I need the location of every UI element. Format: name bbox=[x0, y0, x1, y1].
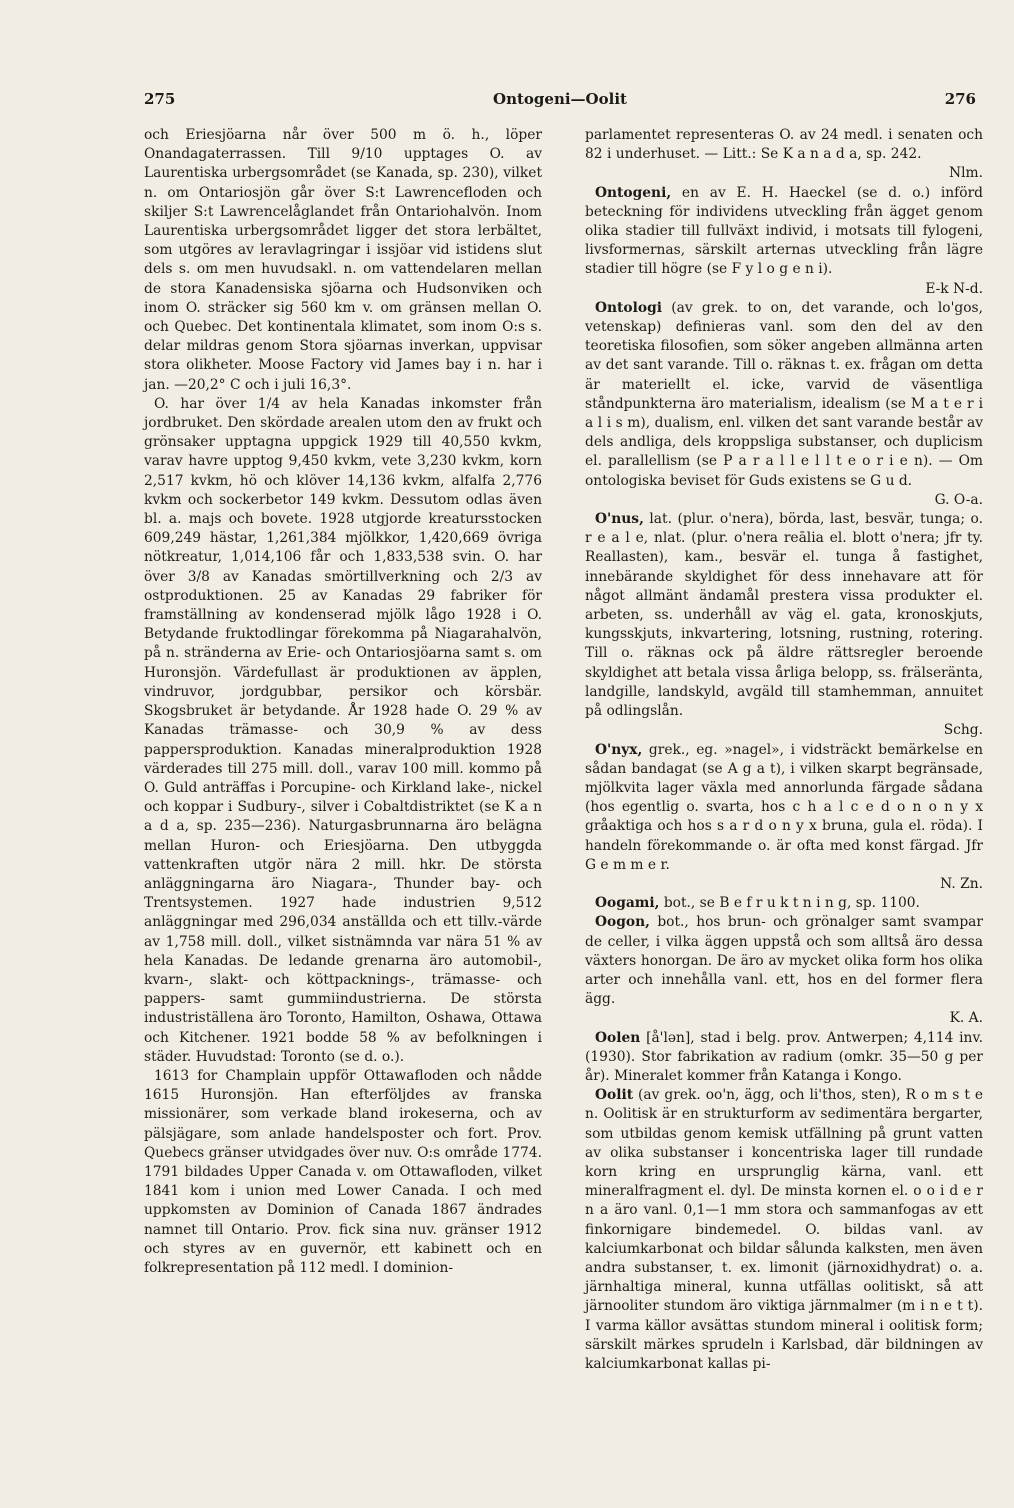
entry-headword: O'nus, bbox=[595, 511, 644, 528]
entry-text: bot., hos brun- och grönalger samt svampar de celler, i vilka äggen uppstå och som alltså äro dessa växters honorgan. De äro av mycket olika form hos olika arter och innehålla vanl. ett, hos en del former flera ägg. bbox=[585, 914, 983, 1008]
entry bbox=[585, 299, 983, 510]
entry-signature: E-k N-d. bbox=[925, 280, 983, 297]
page-number-right: 276 bbox=[944, 90, 976, 108]
entry-signature: G. O-a. bbox=[934, 491, 983, 508]
entry-text: en av E. H. Haeckel (se d. o.) införd beteckning för individens utveckling från ägget genom olika stadier till fullväxt individ, i motsats till fylogeni, livsformernas, särskilt arternas utveckling från lägre stadier till högre (se F y l o g e n i). bbox=[585, 184, 983, 278]
entry-text: parlamentet representeras O. av 24 medl. i senaten och 82 i underhuset. — Litt.: Se K a n a d a, sp. 242. bbox=[585, 127, 983, 163]
paragraph: 1613 for Champlain uppför Ottawafloden och nådde 1615 Huronsjön. Han efterföljdes av franska missionärer, som verkade bland irokeserna, och av pälsjägare, som anlade handelsposter och fort. Prov. Quebecs gränser utvidgades över nuv. O:s område 1774. 1791 bildades Upper Canada v. om Ottawafloden, vilket 1841 kom i union med Lower Canada. I och med uppkomsten av Dominion of Canada 1867 ändrades namnet till Ontario. Prov. fick sina nuv. gränser 1912 och styres av en guvernör, ett kabinett och en folkrepresentation på 112 medl. I dominion- bbox=[144, 1067, 542, 1276]
page-header bbox=[144, 90, 976, 116]
entry bbox=[585, 913, 983, 1028]
entry bbox=[585, 1029, 983, 1087]
running-title: Ontogeni—Oolit bbox=[493, 90, 627, 108]
entry-text: grek., eg. »nagel», i vidsträckt bemärkelse en sådan bandagat (se A g a t), i vilken skarpt begränsade, mjölkvita lager växla med annorlunda färgade sådana (hos egentlig o. svarta, hos c h a l c e d o n o n y x gråaktiga och hos s a r d o n y x bruna, gula el. röda). I handeln förekommande o. är ofta med konst färgad. Jfr G e m m e r. bbox=[585, 741, 983, 873]
entry bbox=[585, 1086, 983, 1374]
entry-text: bot., se B e f r u k t n i n g, sp. 1100. bbox=[663, 895, 920, 912]
entry bbox=[585, 894, 983, 913]
paragraph: O. har över 1/4 av hela Kanadas inkomster från jordbruket. Den skördade arealen utom den av frukt och grönsaker upptagna uppgick 1929 till 40,550 kvkm, varav havre upptog 9,450 kvkm, vete 3,230 kvkm, korn 2,517 kvkm, hö och klöver 14,136 kvkm, alfalfa 2,776 kvkm och sockerbetor 149 kvkm. Dessutom odlas även bl. a. majs och bovete. 1928 utgjorde kreatursstocken 609,249 hästar, 1,261,384 mjölkkor, 1,420,669 övriga nötkreatur, 1,014,106 får och 1,833,538 svin. O. har över 3/8 av Kanadas smörtillverkning och 2/3 av ostproduktionen. 25 av Kanadas 29 fabriker för framställning av kondenserad mjölk lågo 1928 i O. Betydande fruktodlingar förekomma på Niagarahalvön, på n. stränderna av Erie- och Ontariosjöarna samt s. om Huronsjön. Värdefullast är produktionen av äpplen, vindruvor, jordgubbar, persikor och körsbär. Skogsbruket är betydande. År 1928 hade O. 29 % av Kanadas trämasse- och 30,9 % av dess pappersproduktion. Kanadas mineralproduktion 1928 värderades till 275 mill. doll., varav 100 mill. kommo på O. Guld anträffas i Porcupine- och Kirkland lake-, nickel och koppar i Sudbury-, silver i Cobaltdistriktet (se K a n a d a, sp. 235—236). Naturgasbrunnarna äro belägna mellan Huron- och Eriesjöarna. Den utbyggda vattenkraften utgör nära 2 mill. hkr. De största anläggningarna äro Niagara-, Thunder bay- och Trentsystemen. 1927 hade industrien 9,512 anläggningar med 296,034 anställda och ett tillv.-värde av 1,758 mill. doll., vilket sistnämnda var nära 51 % av hela Kanadas. De ledande grenarna äro automobil-, kvarn-, slakt- och köttpacknings-, trämasse- och pappers- samt gummiindustrierna. De största industriställena äro Toronto, Hamilton, Oshawa, Ottawa och Kitchener. 1921 bodde 58 % av befolkningen i städer. Huvudstad: Toronto (se d. o.). bbox=[144, 395, 542, 1065]
entry bbox=[585, 741, 983, 895]
right-column bbox=[585, 126, 983, 1374]
entry-text: (av grek. oo'n, ägg, och li'thos, sten), R o m s t e n. Oolitisk är en strukturform av sedimentära bergarter, som utbildas genom kemisk utfällning på grunt vatten av olika substanser i koncentriska lager till rundade korn kring en ursprunglig kärna, vanl. ett mineralfragment el. dyl. De minsta kornen el. o o i d e r n a äro vanl. 0,1—1 mm stora och sammanfogas av ett finkornigare bindemedel. O. bildas vanl. av kalciumkarbonat och bildar sålunda kalksten, men även andra substanser, t. ex. limonit (järnoxidhydrat) o. a. järnhaltiga mineral, kunna utfällas oolitiskt, så att järnooliter stundom äro viktiga järnmalmer (m i n e t t). I varma källor avsättas stundom mineral i oolitisk form; särskilt märkes sprudeln i Karlsbad, där bildningen av kalciumkarbonat kallas pi- bbox=[585, 1087, 983, 1372]
entry bbox=[585, 184, 983, 299]
entry-headword: Oolit bbox=[595, 1087, 634, 1104]
entry-headword: O'nyx, bbox=[595, 741, 643, 758]
entry-headword: Ontologi bbox=[595, 299, 662, 316]
left-column bbox=[144, 126, 542, 1278]
entry-headword: Ontogeni, bbox=[595, 184, 672, 201]
entry-signature: Nlm. bbox=[949, 165, 983, 182]
entry-signature: K. A. bbox=[949, 1010, 983, 1027]
entry-headword: Oogon, bbox=[595, 914, 650, 931]
paragraph: och Eriesjöarna når över 500 m ö. h., löper Onandagaterrassen. Till 9/10 upptages O. av Laurentiska urbergsområdet (se Kanada, sp. 230), vilket n. om Ontariosjön går över S:t Lawrencefloden och skiljer S:t Lawrencelåglandet från Ontariohalvön. Inom Laurentiska urbergsområdet ligger det stora lerbältet, som utgöres av leravlagringar i issjöar vid istidens slut dels s. om men huvudsakl. n. om vattendelaren mellan de stora Kanadensiska sjöarna och Hudsonviken och inom O. sträcker sig 560 km v. om gränsen mellan O. och Quebec. Det kontinentala klimatet, som inom O:s s. delar mildras genom Stora sjöarnas inverkan, uppvisar stora olikheter. Moose Factory vid James bay i n. har i jan. —20,2° C och i juli 16,3°. bbox=[144, 127, 542, 393]
page-number-left: 275 bbox=[144, 90, 176, 108]
entry bbox=[585, 126, 983, 184]
entry-text: (av grek. to on, det varande, och lo'gos, vetenskap) definieras vanl. som den del av den teoretiska filosofien, som söker angeben allmänna arten av det sant varande. Till o. räknas t. ex. frågan om detta är materiellt el. icke, varvid de väsentliga ståndpunkterna äro materialism, idealism (se M a t e r i a l i s m), dualism, enl. vilken det sant varande består av dels andliga, dels kroppsliga substanser, och duplicism el. parallellism (se P a r a l l e l l t e o r i e n). — Om ontologiska beviset för Guds existens se G u d. bbox=[585, 299, 983, 489]
entry-signature: N. Zn. bbox=[940, 875, 983, 892]
entry-signature: Schg. bbox=[943, 722, 983, 739]
entry bbox=[585, 510, 983, 740]
entry-text: [å'lən], stad i belg. prov. Antwerpen; 4,114 inv. (1930). Stor fabrikation av radium (omkr. 35—50 g per år). Mineralet kommer från Katanga i Kongo. bbox=[585, 1029, 983, 1084]
entry-text: lat. (plur. o'nera), börda, last, besvär, tunga; o. r e a l e, nlat. (plur. o'nera reālia el. blott o'nera; jfr ty. Reallasten), kam., besvär el. tunga å fastighet, innebärande skyldighet för dess innehavare att för något allmänt ändamål prestera vissa produkter el. arbeten, ss. underhåll av väg el. gata, kronoskjuts, kungsskjuts, inkvartering, lotsning, rustning, rotering. Till o. räknas ock på äldre rättsregler beroende skyldighet att betala vissa årliga belopp, ss. frälseränta, landgille, landskyld, avgäld till stamhemman, annuitet på odlingslån. bbox=[585, 511, 983, 720]
entry-headword: Oogami, bbox=[595, 895, 660, 912]
entry-headword: Oolen bbox=[595, 1029, 641, 1046]
